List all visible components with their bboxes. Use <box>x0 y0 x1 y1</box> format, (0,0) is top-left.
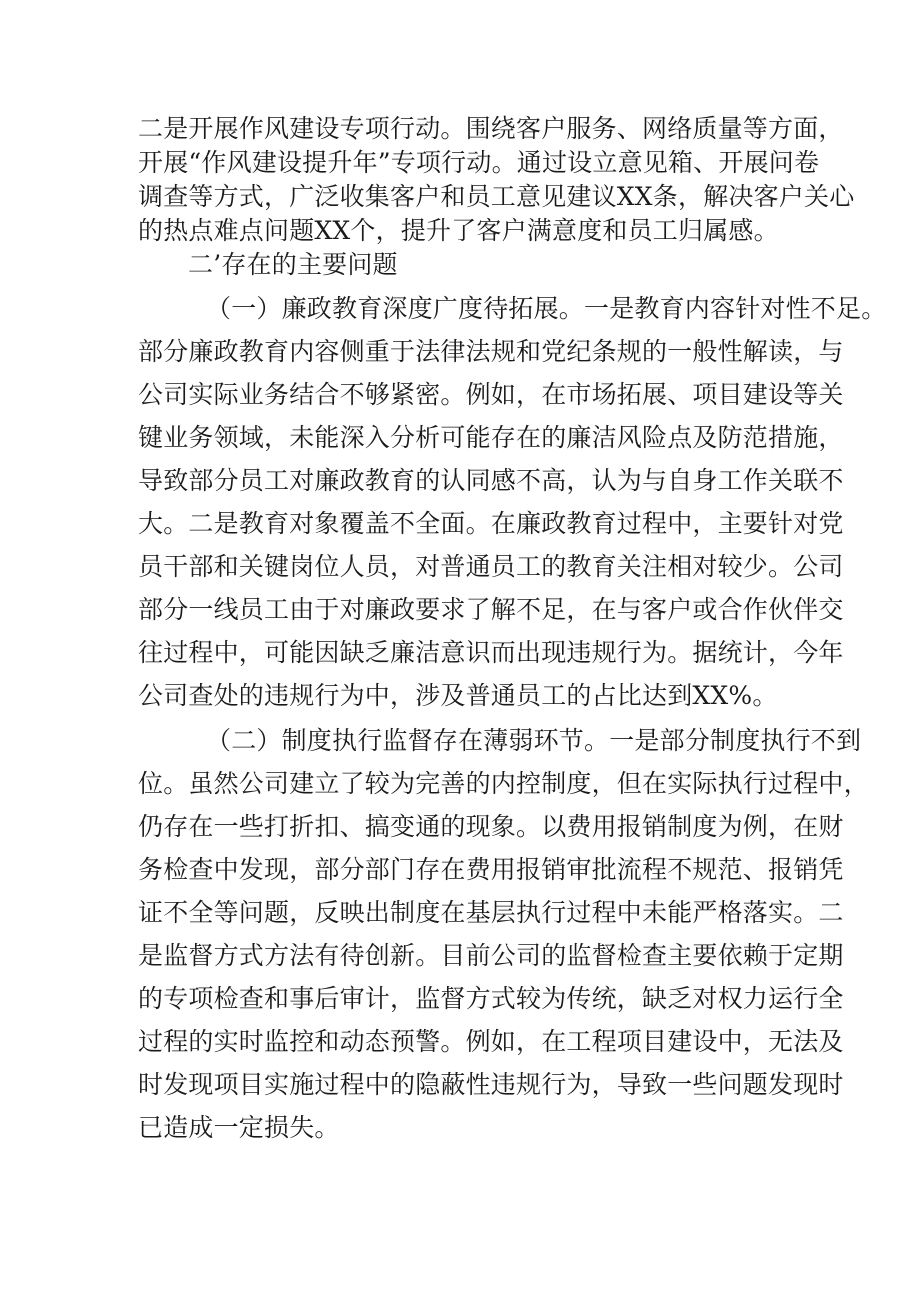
paragraph-line: 员干部和关键岗位人员，对普通员工的教育关注相对较少。公司 <box>138 552 844 581</box>
paragraph-line: 开展“作风建设提升年”专项行动。通过设立意见箱、开展问卷 <box>138 148 820 177</box>
paragraph-line: 往过程中，可能因缺乏廉洁意识而出现违规行为。据统计，今年 <box>138 638 844 667</box>
paragraph-line: 的热点难点问题XX个，提升了客户满意度和员工归属感。 <box>138 216 779 245</box>
paragraph-line: 时发现项目实施过程中的隐蔽性违规行为，导致一些问题发现时 <box>138 1070 844 1099</box>
paragraph-line: 公司查处的违规行为中，涉及普通员工的占比达到XX%。 <box>138 681 778 710</box>
paragraph-line: 是监督方式方法有待创新。目前公司的监督检查主要依赖于定期 <box>138 941 844 970</box>
paragraph-line: 已造成一定损失。 <box>138 1113 340 1142</box>
paragraph-line: 调查等方式，广泛收集客户和员工意见建议XX条，解决客户关心 <box>138 182 855 211</box>
paragraph-line: 二是开展作风建设专项行动。围绕客户服务、网络质量等方面， <box>138 114 844 143</box>
paragraph-line: 过程的实时监控和动态预警。例如，在工程项目建设中，无法及 <box>138 1027 844 1056</box>
paragraph-line: （一）廉政教育深度广度待拓展。一是教育内容针对性不足。 <box>206 294 887 323</box>
paragraph-line: 键业务领域，未能深入分析可能存在的廉洁风险点及防范措施， <box>138 423 844 452</box>
paragraph-line: 证不全等问题，反映出制度在基层执行过程中未能严格落实。二 <box>138 898 844 927</box>
paragraph-line: （二）制度执行监督存在薄弱环节。一是部分制度执行不到 <box>206 726 862 755</box>
paragraph-line: 公司实际业务结合不够紧密。例如，在市场拓展、项目建设等关 <box>138 380 844 409</box>
paragraph-line: 仍存在一些打折扣、搞变通的现象。以费用报销制度为例，在财 <box>138 812 844 841</box>
paragraph-line: 位。虽然公司建立了较为完善的内控制度，但在实际执行过程中， <box>138 769 869 798</box>
paragraph-line: 部分廉政教育内容侧重于法律法规和党纪条规的一般性解读，与 <box>138 337 844 366</box>
paragraph-line: 部分一线员工由于对廉政要求了解不足，在与客户或合作伙伴交 <box>138 595 844 624</box>
paragraph-line: 务检查中发现，部分部门存在费用报销审批流程不规范、报销凭 <box>138 855 844 884</box>
paragraph-line: 大。二是教育对象覆盖不全面。在廉政教育过程中，主要针对党 <box>138 509 844 538</box>
section-heading: 二’存在的主要问题 <box>188 250 398 279</box>
paragraph-line: 导致部分员工对廉政教育的认同感不高，认为与自身工作关联不 <box>138 466 844 495</box>
paragraph-line: 的专项检查和事后审计，监督方式较为传统，缺乏对权力运行全 <box>138 984 844 1013</box>
